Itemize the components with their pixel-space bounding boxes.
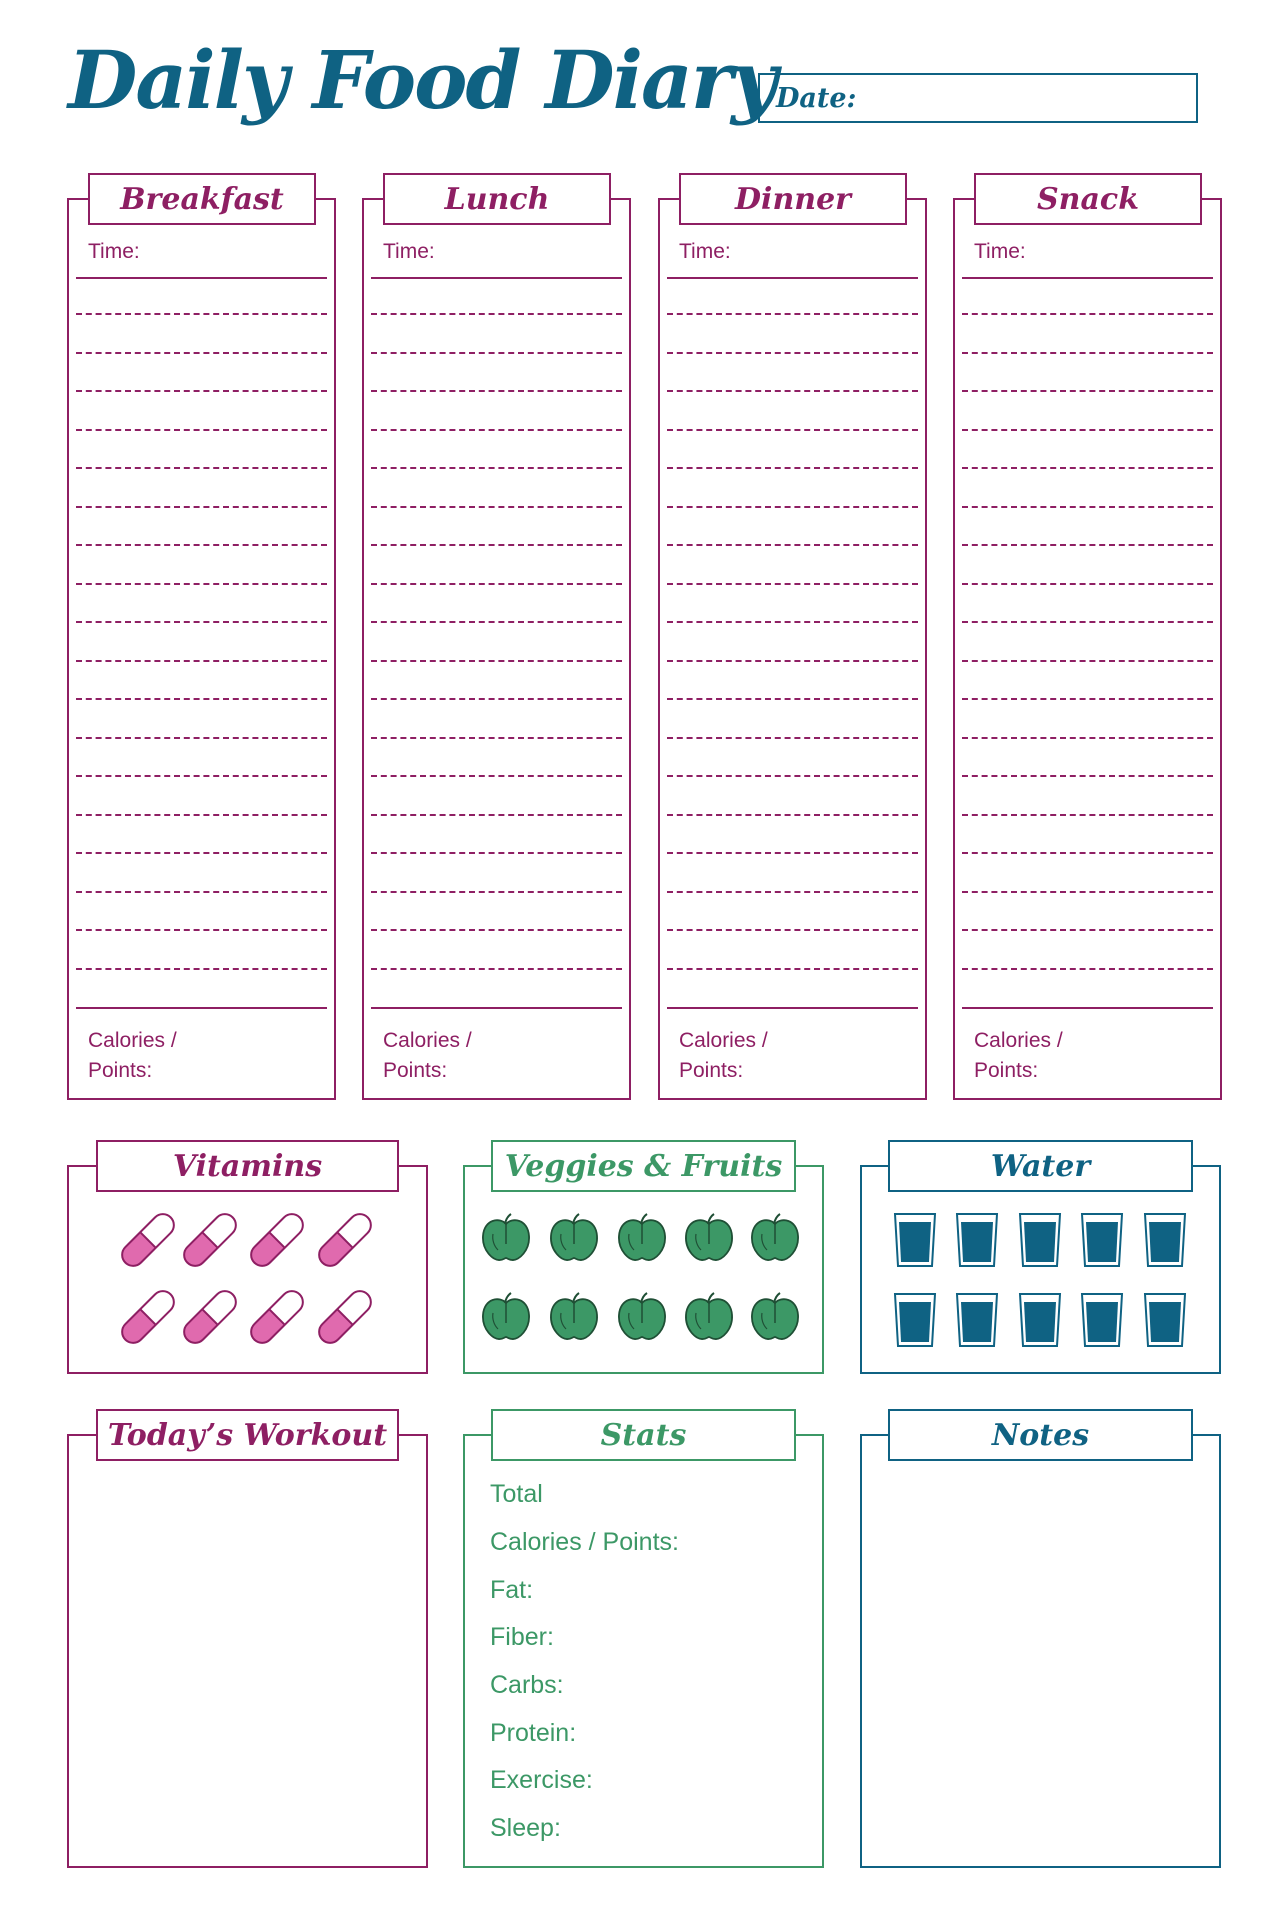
pill-icon[interactable]	[118, 1287, 178, 1347]
dashed-line	[962, 506, 1213, 508]
dashed-line	[76, 621, 327, 623]
dashed-line	[371, 352, 622, 354]
dashed-line	[962, 390, 1213, 392]
dashed-line	[76, 775, 327, 777]
notes-panel[interactable]	[860, 1434, 1221, 1868]
water-glass-icon[interactable]	[893, 1212, 937, 1268]
water-title: Water	[888, 1140, 1193, 1192]
stats-calories-label: Calories / Points:	[490, 1528, 679, 1556]
dashed-line	[962, 737, 1213, 739]
water-glass-icon[interactable]	[1143, 1212, 1187, 1268]
meal-calories-label: Calories /	[383, 1029, 472, 1052]
dashed-line	[76, 660, 327, 662]
dashed-line	[962, 621, 1213, 623]
stats-total-label: Total	[490, 1480, 543, 1508]
water-glass-icon[interactable]	[1143, 1292, 1187, 1348]
divider	[76, 277, 327, 279]
dashed-line	[76, 583, 327, 585]
dashed-line	[76, 737, 327, 739]
dashed-line	[76, 852, 327, 854]
water-glass-icon[interactable]	[1018, 1292, 1062, 1348]
dashed-line	[962, 583, 1213, 585]
date-field[interactable]	[758, 73, 1198, 123]
divider	[371, 1007, 622, 1009]
stats-title: Stats	[491, 1409, 796, 1461]
apple-icon[interactable]	[683, 1291, 735, 1343]
water-glass-icon[interactable]	[1080, 1212, 1124, 1268]
pill-icon[interactable]	[247, 1287, 307, 1347]
meal-title-snack: Snack	[974, 173, 1202, 225]
meal-title-breakfast: Breakfast	[88, 173, 316, 225]
notes-title: Notes	[888, 1409, 1193, 1461]
dashed-line	[962, 467, 1213, 469]
divider	[667, 1007, 918, 1009]
meal-time-label: Time:	[88, 240, 140, 263]
dashed-line	[371, 506, 622, 508]
pill-icon[interactable]	[180, 1287, 240, 1347]
dashed-line	[76, 506, 327, 508]
dashed-line	[371, 814, 622, 816]
apple-icon[interactable]	[548, 1291, 600, 1343]
dashed-line	[667, 467, 918, 469]
dashed-line	[962, 698, 1213, 700]
dashed-line	[667, 544, 918, 546]
apple-icon[interactable]	[480, 1212, 532, 1264]
dashed-line	[667, 852, 918, 854]
dashed-line	[962, 544, 1213, 546]
dashed-line	[371, 852, 622, 854]
dashed-line	[371, 775, 622, 777]
apple-icon[interactable]	[616, 1291, 668, 1343]
meal-title-lunch: Lunch	[383, 173, 611, 225]
meal-time-label: Time:	[679, 240, 731, 263]
stats-fat-label: Fat:	[490, 1576, 534, 1604]
meal-calories-label: Calories /	[679, 1029, 768, 1052]
pill-icon[interactable]	[247, 1210, 307, 1270]
veggies-title: Veggies & Fruits	[491, 1140, 796, 1192]
dashed-line	[667, 352, 918, 354]
dashed-line	[371, 544, 622, 546]
dashed-line	[76, 929, 327, 931]
meal-points-label: Points:	[679, 1059, 744, 1082]
meal-time-label: Time:	[974, 240, 1026, 263]
dashed-line	[371, 660, 622, 662]
divider	[371, 277, 622, 279]
apple-icon[interactable]	[480, 1291, 532, 1343]
pill-icon[interactable]	[180, 1210, 240, 1270]
meal-points-label: Points:	[88, 1059, 153, 1082]
stats-carbs-label: Carbs:	[490, 1671, 564, 1699]
divider	[962, 277, 1213, 279]
dashed-line	[962, 660, 1213, 662]
water-glass-icon[interactable]	[1080, 1292, 1124, 1348]
dashed-line	[371, 390, 622, 392]
dashed-line	[371, 968, 622, 970]
meal-points-label: Points:	[974, 1059, 1039, 1082]
apple-icon[interactable]	[616, 1212, 668, 1264]
apple-icon[interactable]	[548, 1212, 600, 1264]
meal-panel	[953, 198, 1222, 1100]
dashed-line	[76, 698, 327, 700]
stats-fiber-label: Fiber:	[490, 1623, 554, 1651]
dashed-line	[962, 313, 1213, 315]
dashed-line	[76, 429, 327, 431]
dashed-line	[962, 891, 1213, 893]
dashed-line	[371, 429, 622, 431]
dashed-line	[962, 968, 1213, 970]
stats-sleep-label: Sleep:	[490, 1814, 561, 1842]
water-glass-icon[interactable]	[893, 1292, 937, 1348]
meal-time-label: Time:	[383, 240, 435, 263]
pill-icon[interactable]	[118, 1210, 178, 1270]
dashed-line	[371, 313, 622, 315]
dashed-line	[76, 891, 327, 893]
dashed-line	[76, 814, 327, 816]
dashed-line	[667, 390, 918, 392]
dashed-line	[76, 352, 327, 354]
pill-icon[interactable]	[315, 1287, 375, 1347]
stats-exercise-label: Exercise:	[490, 1766, 593, 1794]
dashed-line	[76, 968, 327, 970]
dashed-line	[371, 737, 622, 739]
divider	[667, 277, 918, 279]
dashed-line	[371, 621, 622, 623]
meal-calories-label: Calories /	[88, 1029, 177, 1052]
water-glass-icon[interactable]	[955, 1212, 999, 1268]
meal-calories-label: Calories /	[974, 1029, 1063, 1052]
meal-title-dinner: Dinner	[679, 173, 907, 225]
dashed-line	[371, 929, 622, 931]
dashed-line	[667, 660, 918, 662]
dashed-line	[962, 814, 1213, 816]
page-title: Daily Food Diary	[68, 33, 776, 127]
dashed-line	[962, 352, 1213, 354]
dashed-line	[667, 968, 918, 970]
dashed-line	[667, 891, 918, 893]
vitamins-title: Vitamins	[96, 1140, 399, 1192]
apple-icon[interactable]	[683, 1212, 735, 1264]
apple-icon[interactable]	[749, 1291, 801, 1343]
divider	[962, 1007, 1213, 1009]
dashed-line	[962, 775, 1213, 777]
meal-panel	[362, 198, 631, 1100]
dashed-line	[667, 775, 918, 777]
pill-icon[interactable]	[315, 1210, 375, 1270]
dashed-line	[76, 390, 327, 392]
meal-panel	[658, 198, 927, 1100]
dashed-line	[76, 467, 327, 469]
dashed-line	[76, 313, 327, 315]
dashed-line	[962, 429, 1213, 431]
dashed-line	[962, 929, 1213, 931]
dashed-line	[962, 852, 1213, 854]
stats-protein-label: Protein:	[490, 1719, 577, 1747]
dashed-line	[667, 429, 918, 431]
meal-panel	[67, 198, 336, 1100]
apple-icon[interactable]	[749, 1212, 801, 1264]
workout-panel[interactable]	[67, 1434, 428, 1868]
divider	[76, 1007, 327, 1009]
dashed-line	[667, 506, 918, 508]
dashed-line	[76, 544, 327, 546]
water-glass-icon[interactable]	[955, 1292, 999, 1348]
dashed-line	[667, 313, 918, 315]
dashed-line	[667, 698, 918, 700]
dashed-line	[667, 737, 918, 739]
meal-points-label: Points:	[383, 1059, 448, 1082]
dashed-line	[667, 583, 918, 585]
date-label: Date:	[776, 82, 857, 114]
dashed-line	[371, 583, 622, 585]
dashed-line	[667, 621, 918, 623]
water-glass-icon[interactable]	[1018, 1212, 1062, 1268]
dashed-line	[667, 814, 918, 816]
dashed-line	[371, 891, 622, 893]
dashed-line	[371, 467, 622, 469]
workout-title: Today’s Workout	[96, 1409, 399, 1461]
dashed-line	[371, 698, 622, 700]
dashed-line	[667, 929, 918, 931]
